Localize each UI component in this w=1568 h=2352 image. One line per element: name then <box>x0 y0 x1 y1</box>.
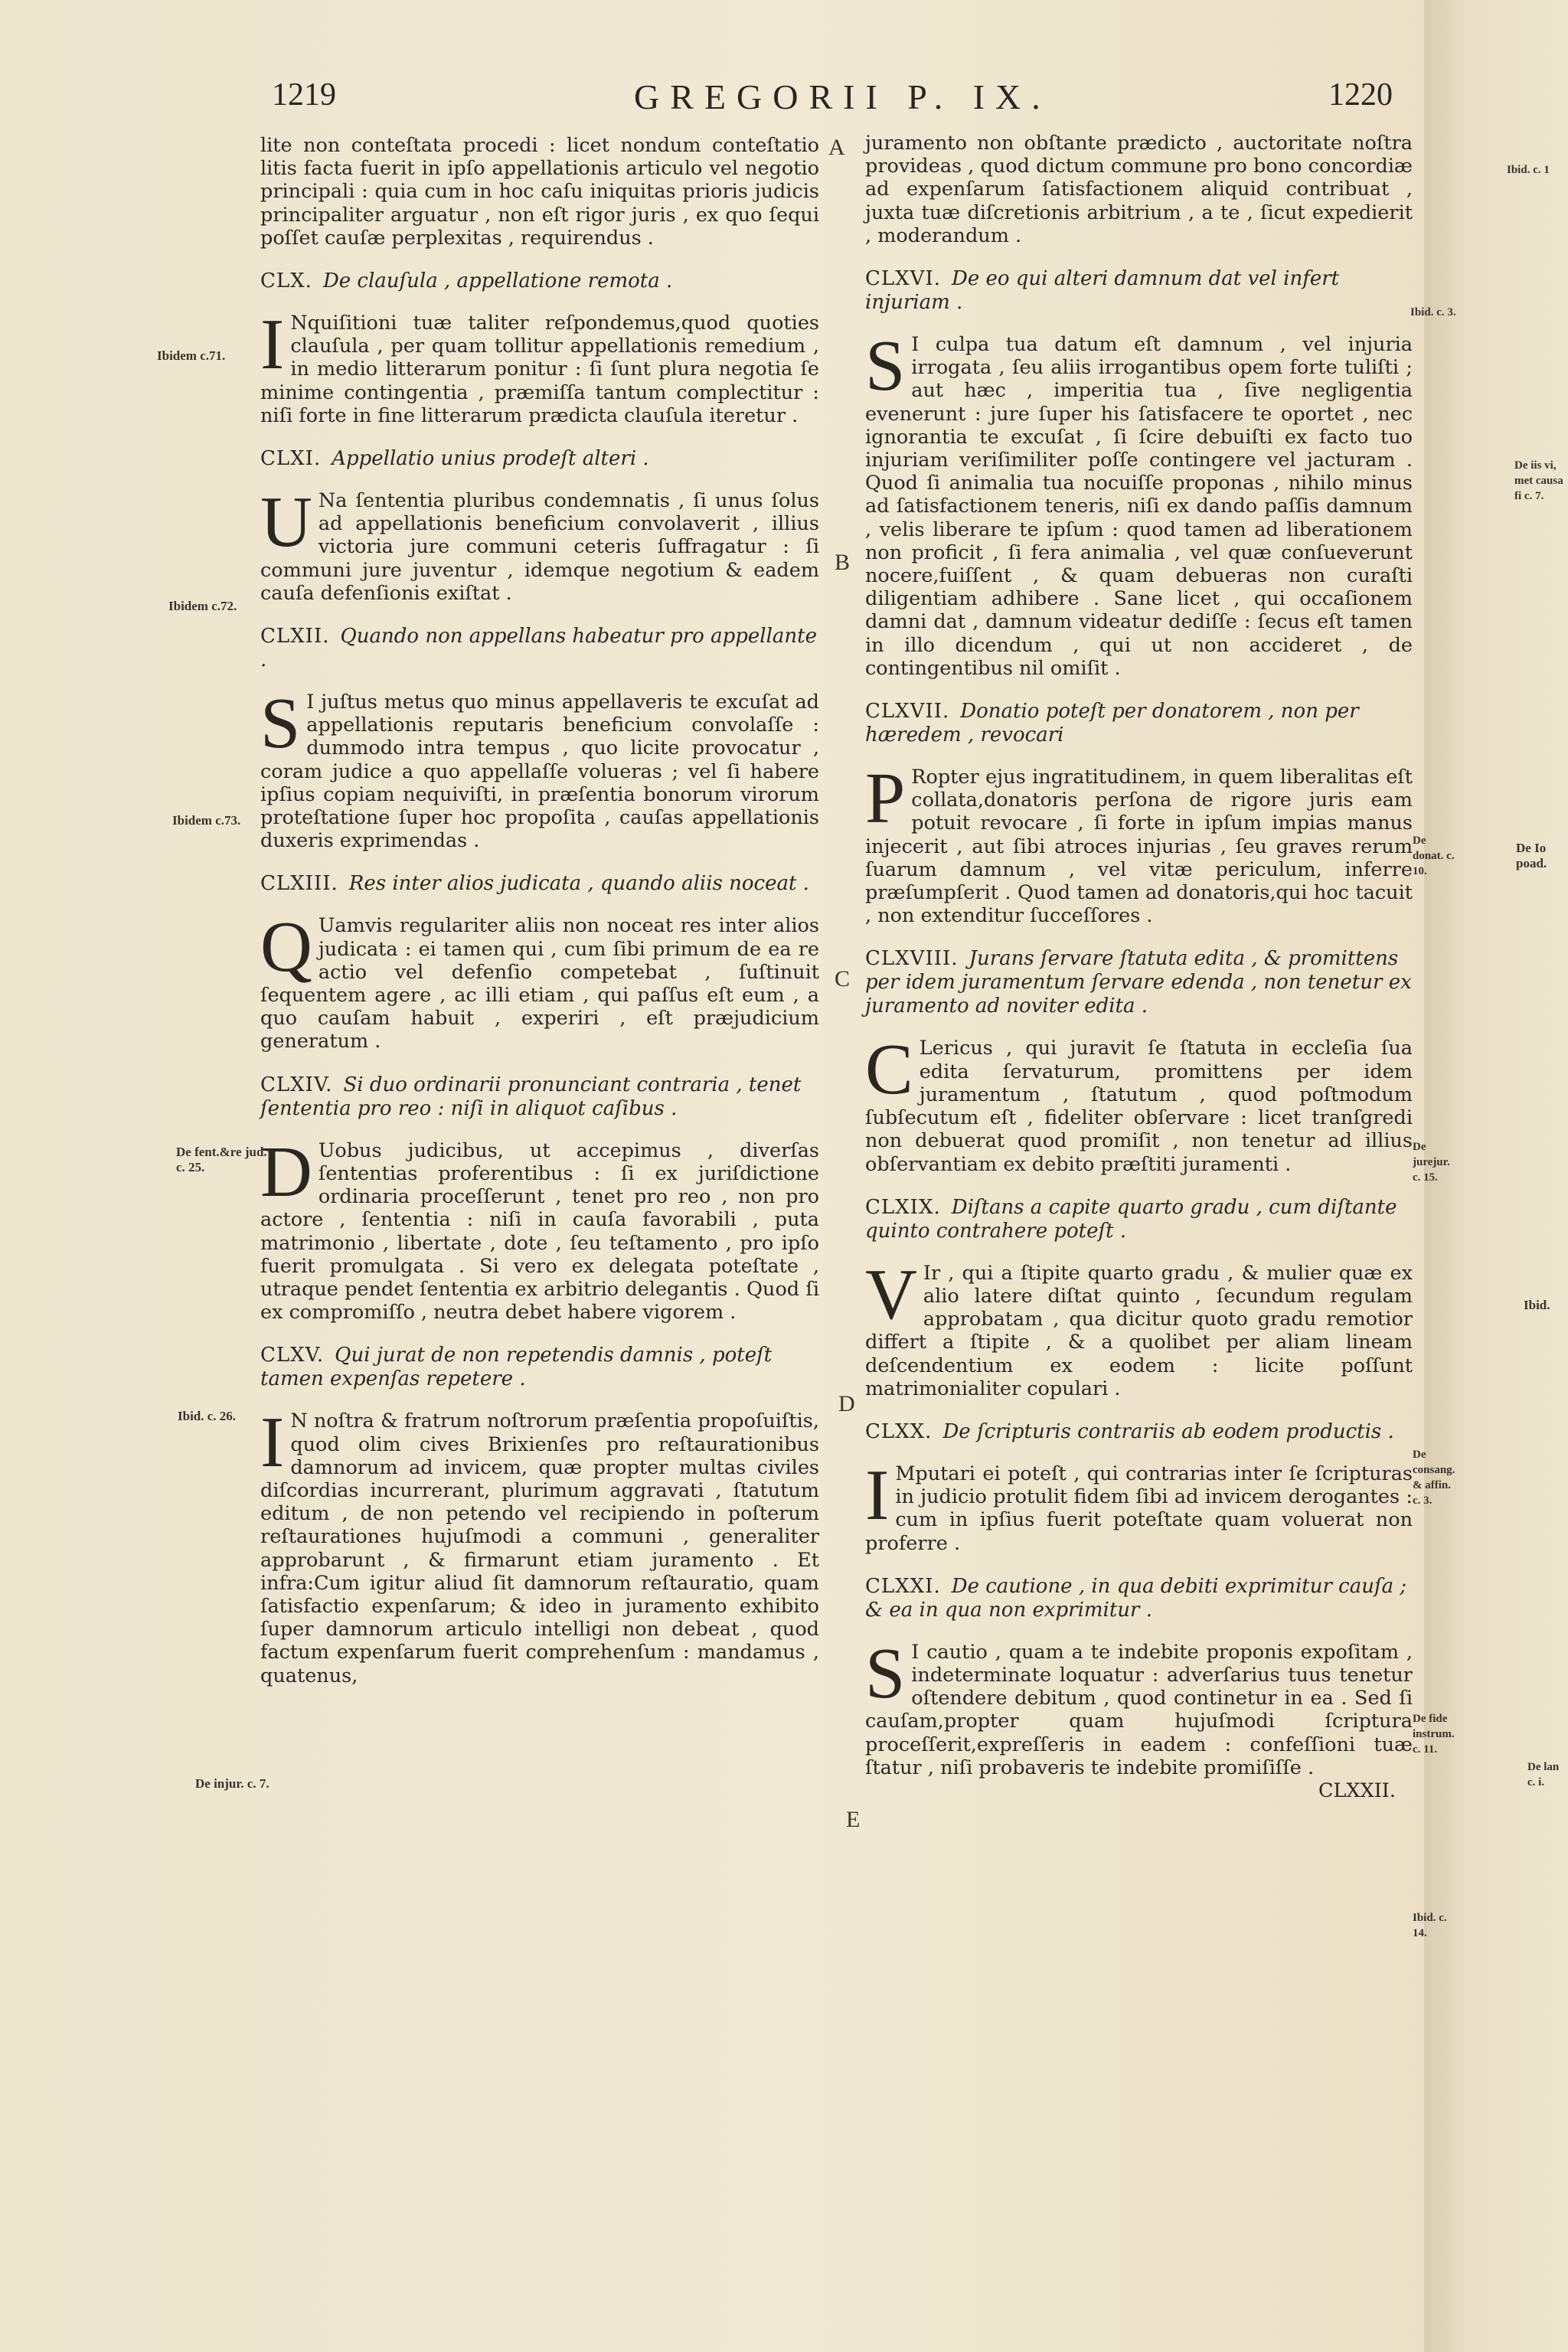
margin-reference: De fent.&re jud. c. 25. <box>176 1145 267 1174</box>
section-letter-e: E <box>846 1807 861 1832</box>
right-column <box>865 132 1413 1802</box>
continued-text: lite non conteſtata procedi : licet nondum conteſtatio litis facta fuerit in ipſo appellationis articulo vel negotio principali : quia cum in hoc caſu iniquitas prioris judicis principaliter arguatur , non eſt rigor juris , ex quo ſequi poſſet cauſæ perplexitas , requirendus . <box>260 134 819 250</box>
chapter-text: UNa ſententia pluribus condemnatis , ſi unus ſolus ad appellationis beneficium convolaverit , illius victoria jure communi ceteris ſuffragatur : ſi communi jure juventur , idemque negotium & eadem cauſa defenſionis exiſtat . <box>260 482 819 605</box>
margin-reference: De donat. c. 10. <box>1413 835 1455 877</box>
chapter-text: SI juſtus metus quo minus appellaveris te excuſat ad appellationis reputaris beneficium convolaſſe : dummodo intra tempus , quo licite provocatur , coram judice a quo appellaſſe volueras ; vel ſi habere ipſius copiam nequiviſti, in præſentia bonorum virorum proteſtatione ſuper hoc propoſita , cauſas appellationis duxeris exprimendas . <box>260 684 819 853</box>
margin-reference: Ibid. c. 26. <box>178 1409 237 1423</box>
chapter-text: DUobus judicibus, ut accepimus , diverſas ſententias proferentibus : ſi ex juriſdictione ordinaria proceſſerunt , tenet pro reo , non pro actore , ſententia : niſi in cauſa favorabili , puta matrimonio , libertate , dote , ſeu teſtamento , pro ipſo fuerit promulgata . Si vero ex delegata poteſtate , utraque pendet ſententia ex arbitrio delegantis . Quod ſi ex compromiſſo , neutra debet habere vigorem . <box>260 1132 819 1325</box>
chapter-heading: CLXX. De ſcripturis contrariis ab eodem productis . <box>865 1419 1394 1443</box>
chapter-heading: CLX. De clauſula , appellatione remota . <box>260 270 673 293</box>
facing-page-note: De iis vi, met causa fi c. 7. <box>1514 459 1563 502</box>
catchword: CLXXII. <box>1318 1779 1396 1802</box>
chapter-heading: CLXII. Quando non appellans habeatur pro appellante . <box>260 625 817 672</box>
chapter-text: SI culpa tua datum eſt damnum , vel injuria irrogata , ſeu aliis irrogantibus opem forte tuliſti ; aut hæc , imperitia tua , ſive negligentia evenerunt : jure ſuper his ſatisfacere te oportet , nec ignorantia te excuſat , ſi ſcire debuiſti ex facto tuo injuriam veriſimiliter poſſe contingere vel jacturam . Quod ſi animalia tua nocuiſſe proponas , nihilo minus ad ſatisfactionem teneris, niſi ex dando paſſis damnum , velis liberare te ipſum : quod tamen ad liberationem non proficit , ſi fera animalia , vel quæ conſueverunt nocere,fuiſſent , & quam debueras non curaſti diligentiam adhibere . Sane licet , qui occaſionem damni dat , damnum videatur dediſſe : ſecus eſt tamen in illo dicendum , qui ut non accideret , de contingentibus nil omiſit . <box>865 326 1413 680</box>
margin-reference: De jurejur. c. 15. <box>1413 1141 1450 1184</box>
facing-page-note: Ibid. <box>1524 1298 1550 1312</box>
facing-page-note: Ibid. c. 1 <box>1507 164 1550 176</box>
margin-reference: De consang. & affin. c. 3. <box>1413 1449 1455 1507</box>
margin-reference: De fide instrum. c. 11. <box>1413 1713 1455 1756</box>
chapter-heading: CLXVII. Donatio poteſt per donatorem , non per hæredem , revocari <box>865 700 1359 747</box>
chapter-text: IMputari ei poteſt , qui contrarias inter ſe ſcripturas in judicio protulit fidem ſibi ad invicem derogantes : cum in ipſius fuerit poteſtate quam voluerat non proferre . <box>865 1455 1413 1555</box>
section-letter-a: A <box>828 135 845 160</box>
facing-page-note: De Io poad. <box>1516 841 1547 871</box>
chapter-text: PRopter ejus ingratitudinem, in quem liberalitas eſt collata,donatoris perſona de rigore juris eam potuit revocare , ſi forte in ipſum impias manus injecerit , aut ſibi atroces injurias , ſeu graves rerum ſuarum damnum , vel vitæ periculum, inferre præſumpſerit . Quod tamen ad donatoris,qui hoc tacuit , non extenditur ſucceſſores . <box>865 759 1413 928</box>
section-letter-d: D <box>838 1391 855 1416</box>
chapter-heading: CLXI. Appellatio unius prodeſt alteri . <box>260 447 649 471</box>
left-column <box>260 134 819 1687</box>
chapter-text: QUamvis regulariter aliis non noceat res inter alios judicata : ei tamen qui , cum ſibi primum de ea re actio vel defenſio competebat , ſuſtinuit ſequentem agere , ac illi etiam , qui paſſus eſt eum , a quo cauſam habuit , experiri , eſt præjudicium generatum . <box>260 907 819 1054</box>
running-title: GREGORII P. IX. <box>634 77 1051 116</box>
section-letter-b: B <box>835 550 851 575</box>
chapter-heading: CLXVI. De eo qui alteri damnum dat vel infert injuriam . <box>865 267 1340 315</box>
chapter-text: SI cautio , quam a te indebite proponis expoſitam , indeterminate loquatur : adverſarius tuus tenetur oſtendere debitum , quod continetur in ea . Sed ſi cauſam,propter quam hujuſmodi ſcriptura proceſſerit,expreſſeris in eadem : confeſſioni tuæ ſtatur , niſi probaveris te indebite promiſiſſe . <box>865 1633 1413 1779</box>
section-letter-c: C <box>835 966 851 991</box>
chapter-text: CLericus , qui juravit ſe ſtatuta in eccleſia ſua edita ſervaturum, promittens per idem juramentum , ſtatutum , quod poſtmodum ſubſecutum eſt , fideliter obſervare : licet tranſgredi non debuerat quod promiſit , non tenetur ad illius obſervantiam ex debito præſtiti juramenti . <box>865 1030 1413 1176</box>
chapter-heading: CLXV. Qui jurat de non repetendis damnis , poteſt tamen expenſas repetere . <box>260 1344 773 1391</box>
chapter-text: INquiſitioni tuæ taliter reſpondemus,quod quoties clauſula , per quam tollitur appellationis remedium , in medio litterarum ponitur : ſi ſunt plura negotia ſe minime contingentia , præmiſſa tantum complectitur : niſi forte in fine litterarum prædicta clauſula iteretur . <box>260 305 819 427</box>
chapter-text: VIr , qui a ſtipite quarto gradu , & mulier quæ ex alio latere diſtat quinto , ſecundum regulam approbatam , qua dicitur quoto gradu remotior differt a ſtipite , & a quolibet per aliam lineam deſcendentium ex eodem : licite poſſunt matrimonialiter copulari . <box>865 1254 1413 1400</box>
chapter-heading: CLXIX. Diſtans a capite quarto gradu , cum diſtante quinto contrahere poteſt . <box>865 1195 1397 1243</box>
continued-text: juramento non obſtante prædicto , auctoritate noſtra provideas , quod dictum commune pro bono concordiæ ad expenſarum ſatisfactionem aliquid contribuat , juxta tuæ diſcretionis arbitrium , a te , ſicut expedierit , moderandum . <box>865 132 1413 247</box>
facing-page-note: De lan c. i. <box>1527 1761 1560 1788</box>
chapter-heading: CLXIV. Si duo ordinarii pronunciant contraria , tenet ſententia pro reo : niſi in aliquot caſibus . <box>260 1073 802 1120</box>
chapter-heading: CLXXI. De cautione , in qua debiti exprimitur cauſa ; & ea in qua non exprimitur . <box>865 1574 1407 1622</box>
chapter-heading: CLXVIII. Jurans ſervare ſtatuta edita , & promittens per idem juramentum ſervare edenda , non tenetur ex juramento ad noviter edita . <box>865 947 1412 1018</box>
margin-reference: Ibid. c. 3. <box>1410 306 1456 318</box>
chapter-heading: CLXIII. Res inter alios judicata , quando aliis noceat . <box>260 872 809 896</box>
margin-reference: De injur. c. 7. <box>195 1776 270 1791</box>
margin-reference: Ibidem c.73. <box>172 813 241 828</box>
margin-reference: Ibid. c. 14. <box>1413 1912 1447 1939</box>
margin-reference: Ibidem c.72. <box>168 599 237 613</box>
chapter-text: IN noſtra & fratrum noſtrorum præſentia propoſuiſtis, quod olim cives Brixienſes pro reſtaurationibus damnorum ad invicem, quæ propter multas civiles diſcordias incurrerant, plurimum aggravati , ſtatutum editum , de non petendo vel recipiendo in poſterum reſtaurationes hujuſmodi a communi , generaliter approbarunt , & firmarunt etiam juramento . Et infra:Cum igitur aliud ſit damnorum reſtauratio, quam ſatisfactio expenſarum; & ideo in juramento exhibito ſuper damnorum articulo intelligi non debeat , quod factum expenſarum fuerit comprehenſum : mandamus , quatenus, <box>260 1403 819 1687</box>
margin-reference: Ibidem c.71. <box>157 348 226 363</box>
left-page-number: 1219 <box>272 77 336 113</box>
right-page-number: 1220 <box>1328 77 1393 113</box>
